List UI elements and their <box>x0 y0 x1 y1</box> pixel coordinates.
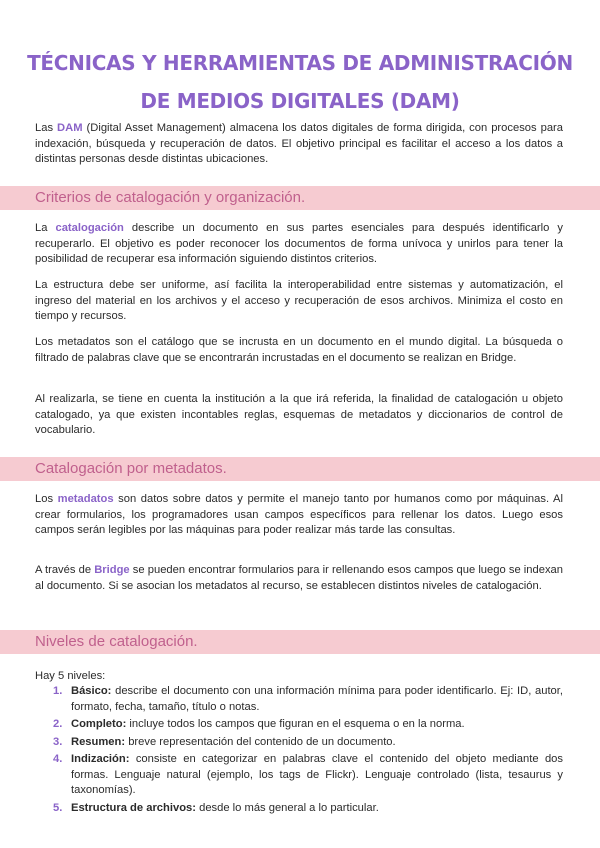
page-title: TÉCNICAS Y HERRAMIENTAS DE ADMINISTRACIÓN DE MEDIOS DIGITALES (DAM) <box>27 51 573 113</box>
list-number: 2. <box>53 718 63 730</box>
keyword-dam: DAM <box>57 122 83 134</box>
paragraph-estructura: La estructura debe ser uniforme, así facilita la interoperabilidad entre sistemas y automatización, el ingreso del material en los archivos y el acceso y recuperación de esos archivos. Minimiza el costo en tiempo y recursos. <box>35 279 563 322</box>
intro-paragraph: Las DAM (Digital Asset Management) almacena los datos digitales de forma dirigida, con procesos para indexación, búsqueda y recuperación de datos. El objetivo principal es facilitar el acceso a los datos a distintas personas desde distintas ubicaciones. <box>35 122 563 165</box>
list-number: 1. <box>53 685 63 697</box>
paragraph-metadatos-catalogo: Los metadatos son el catálogo que se incrusta en un documento en el mundo digital. La búsqueda o filtrado de palabras clave que se encontrarán incrustadas en el documento se realizan en Bridge. <box>35 336 563 364</box>
keyword-metadatos: metadatos <box>57 493 114 505</box>
list-item: 3. Resumen: breve representación del contenido de un documento. <box>35 735 563 751</box>
paragraph-bridge: A través de Bridge se pueden encontrar formularios para ir rellenando esos campos que luego se indexan al documento. Si se asocian los metadatos al recurso, se establecen distintos niveles de catalogación. <box>35 564 563 592</box>
list-term: Básico: <box>71 685 112 697</box>
paragraph-catalogacion: La catalogación describe un documento en sus partes esenciales para después identificarlo y recuperarlo. El objetivo es poder reconocer los documentos de forma unívoca y unirlos para tener la posibilidad de recuperar esa información siguiendo distintos criterios. <box>35 222 563 265</box>
levels-intro: Hay 5 niveles: <box>35 670 106 682</box>
list-item: 1. Básico: describe el documento con una información mínima para poder identificarlo. Ej: ID, autor, formato, fecha, tamaño, título o notas. <box>53 685 563 713</box>
list-item: 5. Estructura de archivos: desde lo más general a lo particular. <box>35 801 563 817</box>
section-header-niveles <box>0 630 600 654</box>
keyword-catalogacion: catalogación <box>55 222 124 234</box>
section-header-criterios <box>0 186 600 210</box>
list-term: Completo: <box>71 718 127 730</box>
list-term: Indización: <box>71 753 130 765</box>
list-item: 4. Indización: consiste en categorizar en palabras clave el contenido del objeto mediante dos formas. Lenguaje natural (ejemplo, los tags de Flickr). Lenguaje controlado (lista, tesaurus y taxonomías). <box>53 753 563 796</box>
levels-list <box>35 684 563 818</box>
list-number: 3. <box>53 735 63 748</box>
keyword-bridge: Bridge <box>94 564 130 576</box>
section-title: Niveles de catalogación. <box>35 633 198 650</box>
list-term: Resumen: <box>71 735 126 748</box>
section-title: Criterios de catalogación y organización. <box>35 189 306 206</box>
list-number: 4. <box>53 753 63 765</box>
paragraph-realizarla: Al realizarla, se tiene en cuenta la institución a la que irá referida, la finalidad de catalogación u objeto catalogado, ya que existen incontables reglas, esquemas de metadatos y diccionarios de control de vocabulario. <box>35 393 563 436</box>
section-header-metadatos <box>0 457 600 481</box>
section-title: Catalogación por metadatos. <box>35 460 227 477</box>
list-item: 2. Completo: incluye todos los campos que figuran en el esquema o en la norma. <box>35 717 563 733</box>
list-number: 5. <box>53 801 63 814</box>
list-term: Estructura de archivos: <box>71 801 196 814</box>
paragraph-metadatos: Los metadatos son datos sobre datos y permite el manejo tanto por humanos como por máquinas. Al crear formularios, los programadores usan campos específicos para rellenar los datos. Luego esos campos serán legibles por las máquinas para poder realizar más tarde las consultas. <box>35 493 563 536</box>
